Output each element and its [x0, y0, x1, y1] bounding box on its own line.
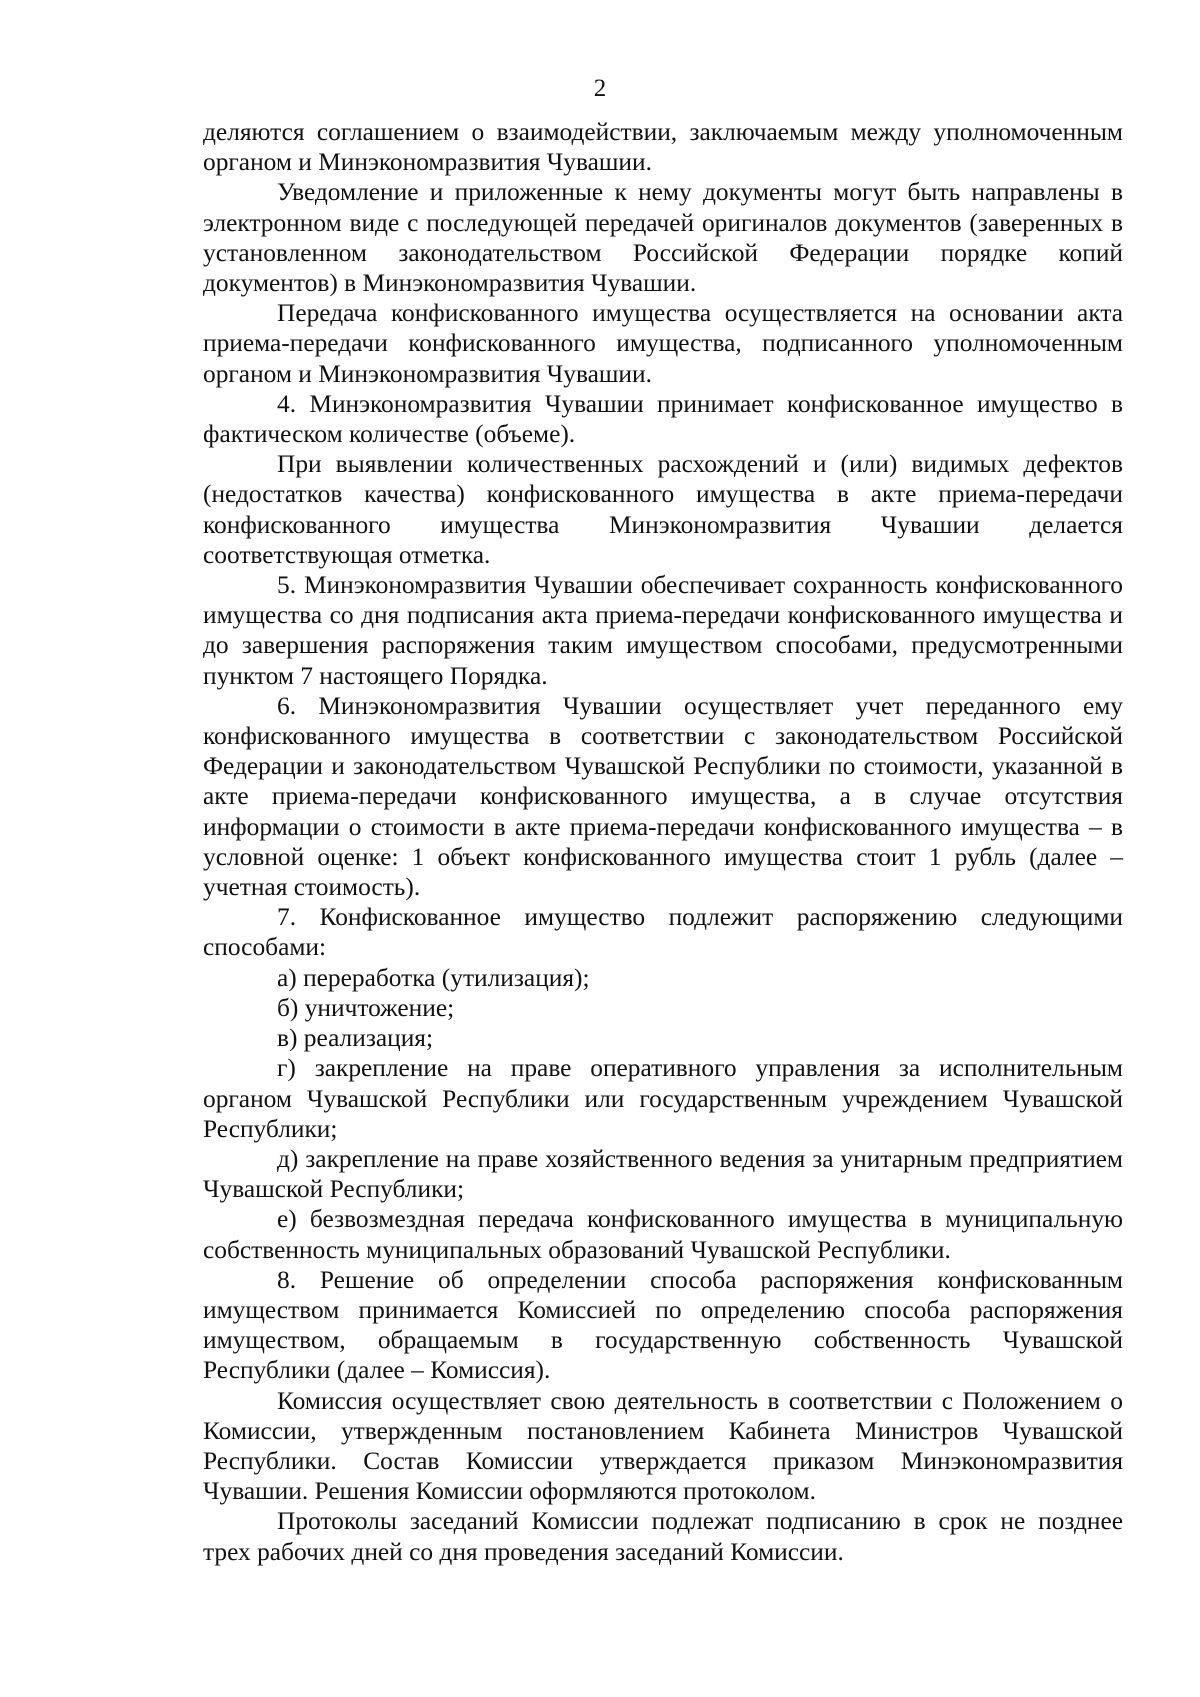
paragraph-continuation: деляются соглашением о взаимодействии, заключаемым между уполномоченным органом и Минэкономразвития Чувашии.: [203, 118, 1123, 177]
list-item-v: в) реализация;: [277, 1024, 434, 1053]
paragraph-item-4: 4. Минэкономразвития Чувашии принимает конфискованное имущество в фактическом количестве (объеме).: [203, 389, 1123, 449]
list-item-a: а) переработка (утилизация);: [277, 963, 590, 992]
paragraph-notification-documents: Уведомление и приложенные к нему документы могут быть направлены в электронном виде с последующей передачей оригиналов документов (заверенных в установленном законодательством Российской Федерации порядке копий документов) в Минэкономразвития Чувашии.: [203, 178, 1123, 298]
list-item-d: д) закрепление на праве хозяйственного ведения за унитарным предприятием Чувашской Республики;: [203, 1144, 1123, 1204]
paragraph-discrepancies: При выявлении количественных расхождений и (или) видимых дефектов (недостатков качества) конфискованного имущества в акте приема-передачи конфискованного имущества Минэкономразвития Чувашии делается соответствующая отметка.: [203, 450, 1123, 569]
list-item-b: б) уничтожение;: [277, 993, 455, 1022]
paragraph-transfer-act: Передача конфискованного имущества осуществляется на основании акта приема-передачи конфискованного имущества, подписанного уполномоченным органом и Минэкономразвития Чувашии.: [203, 299, 1123, 388]
list-item-g: г) закрепление на праве оперативного управления за исполнительным органом Чувашской Республики или государственным учреждением Чувашской Республики;: [203, 1054, 1123, 1143]
paragraph-item-7: 7. Конфискованное имущество подлежит распоряжению следующими способами:: [203, 903, 1123, 962]
paragraph-item-8: 8. Решение об определении способа распоряжения конфискованным имуществом принимается Комиссией по определению способа распоряжения имуществом, обращаемым в государственную собственность Чувашской Республики (далее – Комиссия).: [203, 1265, 1123, 1385]
paragraph-commission: Комиссия осуществляет свою деятельность в соответствии с Положением о Комиссии, утвержденным постановлением Кабинета Министров Чувашской Республики. Состав Комиссии утверждается приказом Минэкономразвития Чувашии. Решения Комиссии оформляются протоколом.: [203, 1386, 1123, 1506]
document-body: [203, 117, 1123, 1567]
paragraph-protocols: Протоколы заседаний Комиссии подлежат подписанию в срок не позднее трех рабочих дней со дня проведения заседаний Комиссии.: [203, 1507, 1123, 1566]
list-item-e: е) безвозмездная передача конфискованного имущества в муниципальную собственность муниципальных образований Чувашской Республики.: [203, 1205, 1123, 1264]
paragraph-item-5: 5. Минэкономразвития Чувашии обеспечивает сохранность конфискованного имущества со дня подписания акта приема-передачи конфискованного имущества и до завершения распоряжения таким имуществом способами, предусмотренными пунктом 7 настоящего Порядка.: [203, 571, 1123, 690]
page-number: 2: [593, 75, 607, 102]
paragraph-item-6: 6. Минэкономразвития Чувашии осуществляет учет переданного ему конфискованного имущества в соответствии с законодательством Российской Федерации и законодательством Чувашской Республики по стоимости, указанной в акте приема-передачи конфискованного имущества, а в случае отсутствия информации о стоимости в акте приема-передачи конфискованного имущества – в условной оценке: 1 объект конфискованного имущества стоит 1 рубль (далее – учетная стоимость).: [203, 691, 1123, 902]
